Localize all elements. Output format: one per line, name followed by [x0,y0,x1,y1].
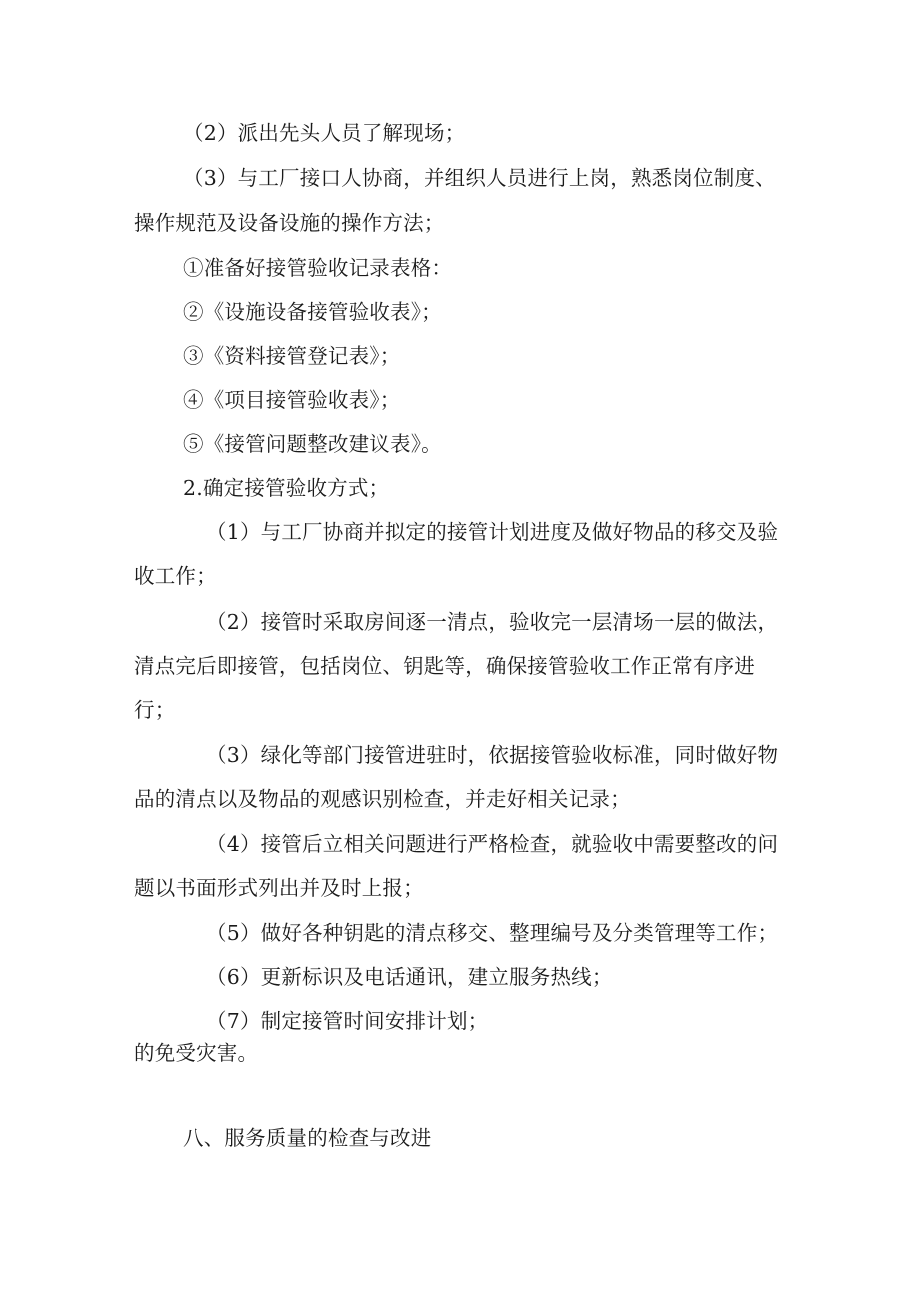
text-line-15: （3）绿化等部门接管进驻时，依据接管验收标准，同时做好物 [206,743,779,767]
text-line-19: （5）做好各种钥匙的清点移交、整理编号及分类管理等工作； [206,921,779,945]
text-line-18: 题以书面形式列出并及时上报； [134,876,424,900]
text-line-6: ③《资料接管登记表》； [183,344,401,368]
text-line-12: （2）接管时采取房间逐一清点，验收完一层清场一层的做法， [206,610,779,634]
text-line-17: （4）接管后立相关问题进行严格检查，就验收中需要整改的问 [206,832,779,856]
text-line-10: （1）与工厂协商并拟定的接管计划进度及做好物品的移交及验 [206,520,779,544]
text-line-9: 2.确定接管验收方式； [183,476,390,500]
text-line-13: 清点完后即接管，包括岗位、钥匙等，确保接管验收工作正常有序进 [134,654,755,678]
text-line-22: 的免受灾害。 [134,1041,259,1065]
text-line-14: 行； [134,698,176,722]
text-line-16: 品的清点以及物品的观感识别检查，并走好相关记录； [134,787,631,811]
text-line-8: ⑤《接管问题整改建议表》。 [183,432,442,456]
text-line-5: ②《设施设备接管验收表》； [183,300,442,324]
text-line-1: （2）派出先头人员了解现场； [183,121,466,145]
text-line-20: （6）更新标识及电话通讯，建立服务热线； [206,965,613,989]
text-line-7: ④《项目接管验收表》； [183,388,401,412]
text-line-3: 操作规范及设备设施的操作方法； [134,211,445,235]
text-line-4: ①准备好接管验收记录表格： [183,256,453,280]
section-heading: 八、服务质量的检查与改进 [183,1126,432,1150]
text-line-11: 收工作； [134,564,217,588]
text-line-21: （7）制定接管时间安排计划； [206,1009,489,1033]
text-line-2: （3）与工厂接口人协商，并组织人员进行上岗，熟悉岗位制度、 [183,166,776,190]
